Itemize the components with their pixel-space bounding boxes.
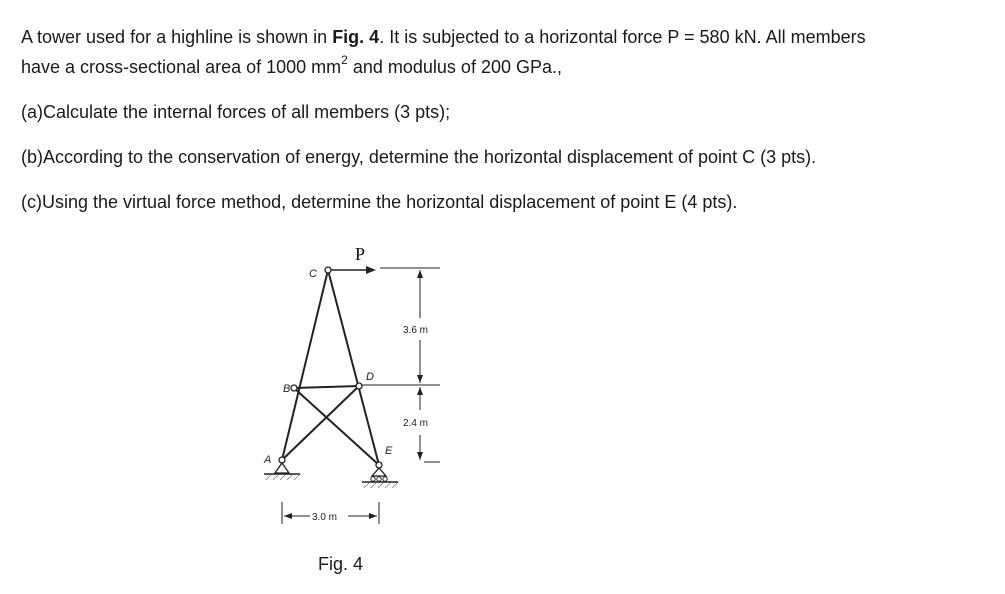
figure-reference: Fig. 4 — [332, 27, 380, 47]
load-arrow-head — [366, 266, 376, 274]
figure-caption: Fig. 4 — [318, 554, 364, 574]
node-label-a: A — [264, 454, 272, 466]
part-c: (c)Using the virtual force method, determine the horizontal displacement of point E (4 pts). — [21, 192, 738, 212]
problem-intro — [21, 22, 981, 82]
node-label-c: C — [309, 268, 317, 280]
joint-c — [325, 267, 331, 273]
node-label-e: E — [385, 445, 393, 457]
member-ad — [282, 386, 359, 460]
intro-text-c: have a cross-sectional area of 1000 mm — [21, 57, 342, 77]
dimension-label-lower: 2.4 m — [403, 418, 429, 429]
part-a: (a)Calculate the internal forces of all members (3 pts); — [21, 102, 451, 122]
joint-b — [291, 385, 297, 391]
member-ce — [328, 270, 379, 465]
member-bd — [294, 386, 359, 388]
dimension-vertical — [362, 268, 440, 462]
roller-support-e — [362, 462, 398, 488]
node-label-d: D — [366, 371, 374, 383]
problem-statement — [21, 22, 981, 232]
tower-diagram — [258, 240, 448, 540]
intro-text-d: and modulus of 200 GPa., — [347, 57, 562, 77]
load-label-p: P — [355, 244, 366, 264]
member-be — [294, 388, 379, 465]
part-b: (b)According to the conservation of energy, determine the horizontal displacement of point C (3 pts). — [21, 147, 817, 167]
tower-figure — [258, 240, 448, 540]
dimension-label-base: 3.0 m — [312, 512, 338, 523]
unit-exponent: 2 — [341, 53, 348, 67]
dimension-label-upper: 3.6 m — [403, 325, 429, 336]
joint-d — [356, 383, 362, 389]
member-ac — [282, 270, 328, 460]
node-label-b: B — [283, 383, 291, 395]
intro-text-b: . It is subjected to a horizontal force P = 580 kN. All members — [379, 27, 866, 47]
intro-text-a: A tower used for a highline is shown in — [21, 27, 333, 47]
